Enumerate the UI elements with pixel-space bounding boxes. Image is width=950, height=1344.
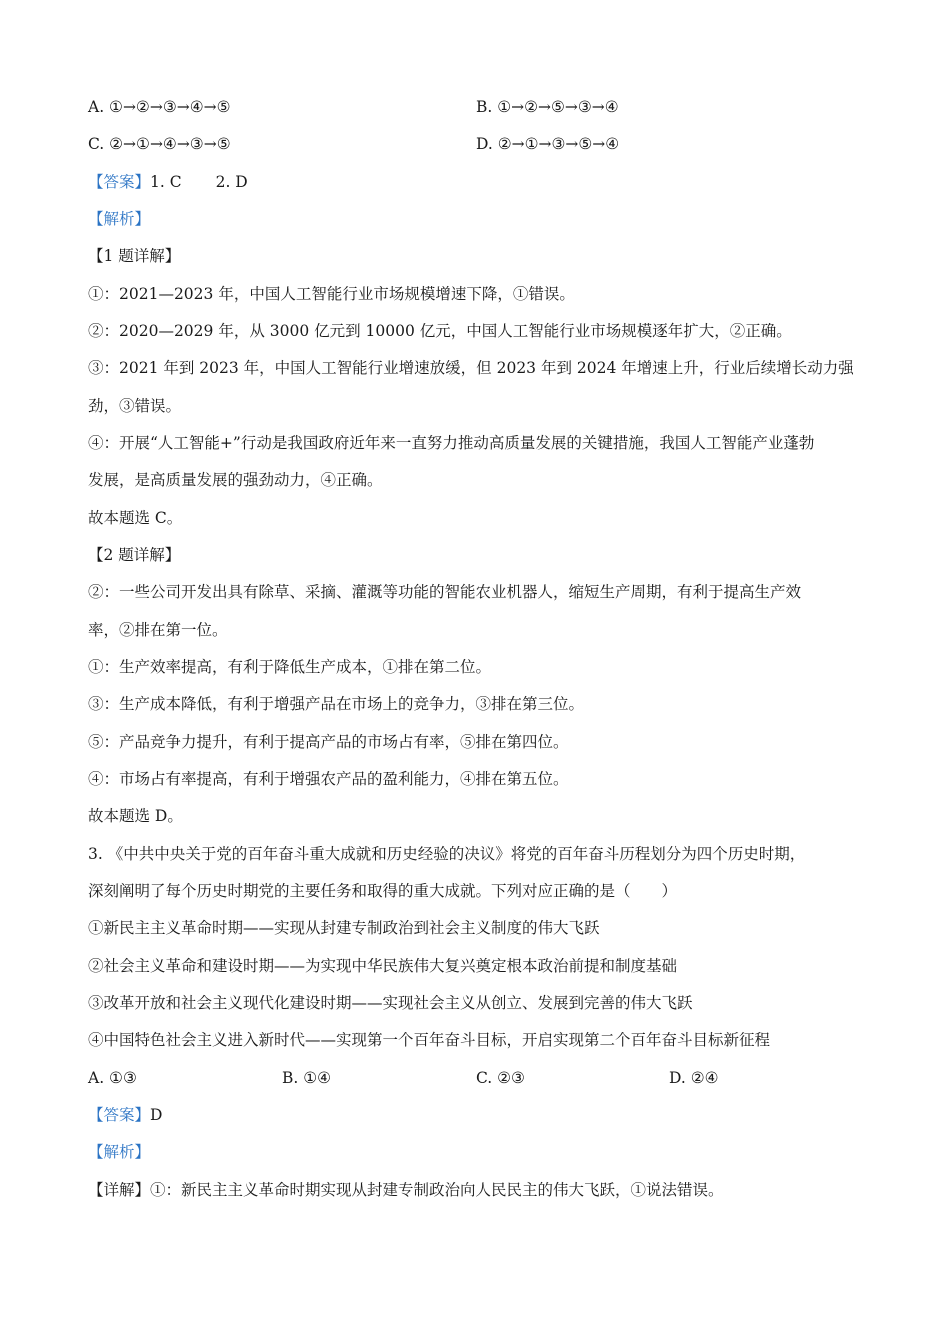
q1-line-6: 发展，是高质量发展的强劲动力，④正确。 (88, 471, 383, 489)
answer-3: D (150, 1106, 163, 1124)
q1-detail-title: 【1 题详解】 (88, 247, 181, 265)
q3-item-2: ②社会主义革命和建设时期——为实现中华民族伟大复兴奠定根本政治前提和制度基础 (88, 957, 678, 975)
q2-line-1: ②：一些公司开发出具有除草、采摘、灌溉等功能的智能农业机器人，缩短生产周期，有利于提高生产效 (88, 583, 802, 601)
detail-label: 【详解】 (88, 1181, 151, 1199)
q2-option-b: B. ①→②→⑤→③→④ (476, 98, 619, 116)
q3-detail-text: ①：新民主主义革命时期实现从封建专制政治向人民民主的伟大飞跃，①说法错误。 (150, 1181, 724, 1199)
q2-line-3: ①：生产效率提高，有利于降低生产成本，①排在第二位。 (88, 658, 492, 676)
q3-item-4: ④中国特色社会主义进入新时代——实现第一个百年奋斗目标，开启实现第二个百年奋斗目标新征程 (88, 1031, 771, 1049)
q2-detail-title: 【2 题详解】 (88, 546, 181, 564)
q1-line-5: ④：开展“人工智能+”行动是我国政府近年来一直努力推动高质量发展的关键措施，我国人工智能产业蓬勃 (88, 434, 815, 452)
q2-option-c: C. ②→①→④→③→⑤ (88, 135, 231, 153)
q3-option-d: D. ②④ (669, 1069, 719, 1087)
q2-option-a: A. ①→②→③→④→⑤ (88, 98, 231, 116)
q2-line-5: ⑤：产品竞争力提升，有利于提高产品的市场占有率，⑤排在第四位。 (88, 733, 569, 751)
q3-item-1: ①新民主主义革命时期——实现从封建专制政治到社会主义制度的伟大飞跃 (88, 919, 600, 937)
answer-row-3 (88, 1105, 878, 1125)
q2-option-d: D. ②→①→③→⑤→④ (476, 135, 620, 153)
q3-option-a: A. ①③ (88, 1069, 137, 1087)
q3-stem-1: 3. 《中共中央关于党的百年奋斗重大成就和历史经验的决议》将党的百年奋斗历程划分为四个历史时期， (88, 845, 806, 863)
q1-line-1: ①：2021—2023 年，中国人工智能行业市场规模增速下降，①错误。 (88, 285, 575, 303)
analysis-label-3: 【解析】 (88, 1143, 151, 1161)
answer-2: 2. D (215, 173, 248, 191)
q3-stem-2: 深刻阐明了每个历史时期党的主要任务和取得的重大成就。下列对应正确的是（ ） (88, 882, 678, 900)
q1-line-2: ②：2020—2029 年，从 3000 亿元到 10000 亿元，中国人工智能行业市场规模逐年扩大，②正确。 (88, 322, 792, 340)
q2-line-4: ③：生产成本降低，有利于增强产品在市场上的竞争力，③排在第三位。 (88, 695, 585, 713)
q2-conclusion: 故本题选 D。 (88, 807, 183, 825)
q3-option-b: B. ①④ (282, 1069, 332, 1087)
q1-line-3: ③：2021 年到 2023 年，中国人工智能行业增速放缓，但 2023 年到 2024 年增速上升，行业后续增长动力强 (88, 359, 854, 377)
q3-option-c: C. ②③ (476, 1069, 525, 1087)
analysis-label: 【解析】 (88, 210, 151, 228)
answer-label: 【答案】 (88, 173, 151, 191)
q3-item-3: ③改革开放和社会主义现代化建设时期——实现社会主义从创立、发展到完善的伟大飞跃 (88, 994, 693, 1012)
q2-line-6: ④：市场占有率提高，有利于增强农产品的盈利能力，④排在第五位。 (88, 770, 569, 788)
answer-row-1-2 (88, 172, 878, 192)
q1-conclusion: 故本题选 C。 (88, 509, 183, 527)
q3-detail-row (88, 1180, 878, 1200)
q2-line-2: 率，②排在第一位。 (88, 621, 228, 639)
answer-label-3: 【答案】 (88, 1106, 151, 1124)
answer-1: 1. C (150, 173, 182, 191)
q1-line-4: 劲，③错误。 (88, 397, 182, 415)
